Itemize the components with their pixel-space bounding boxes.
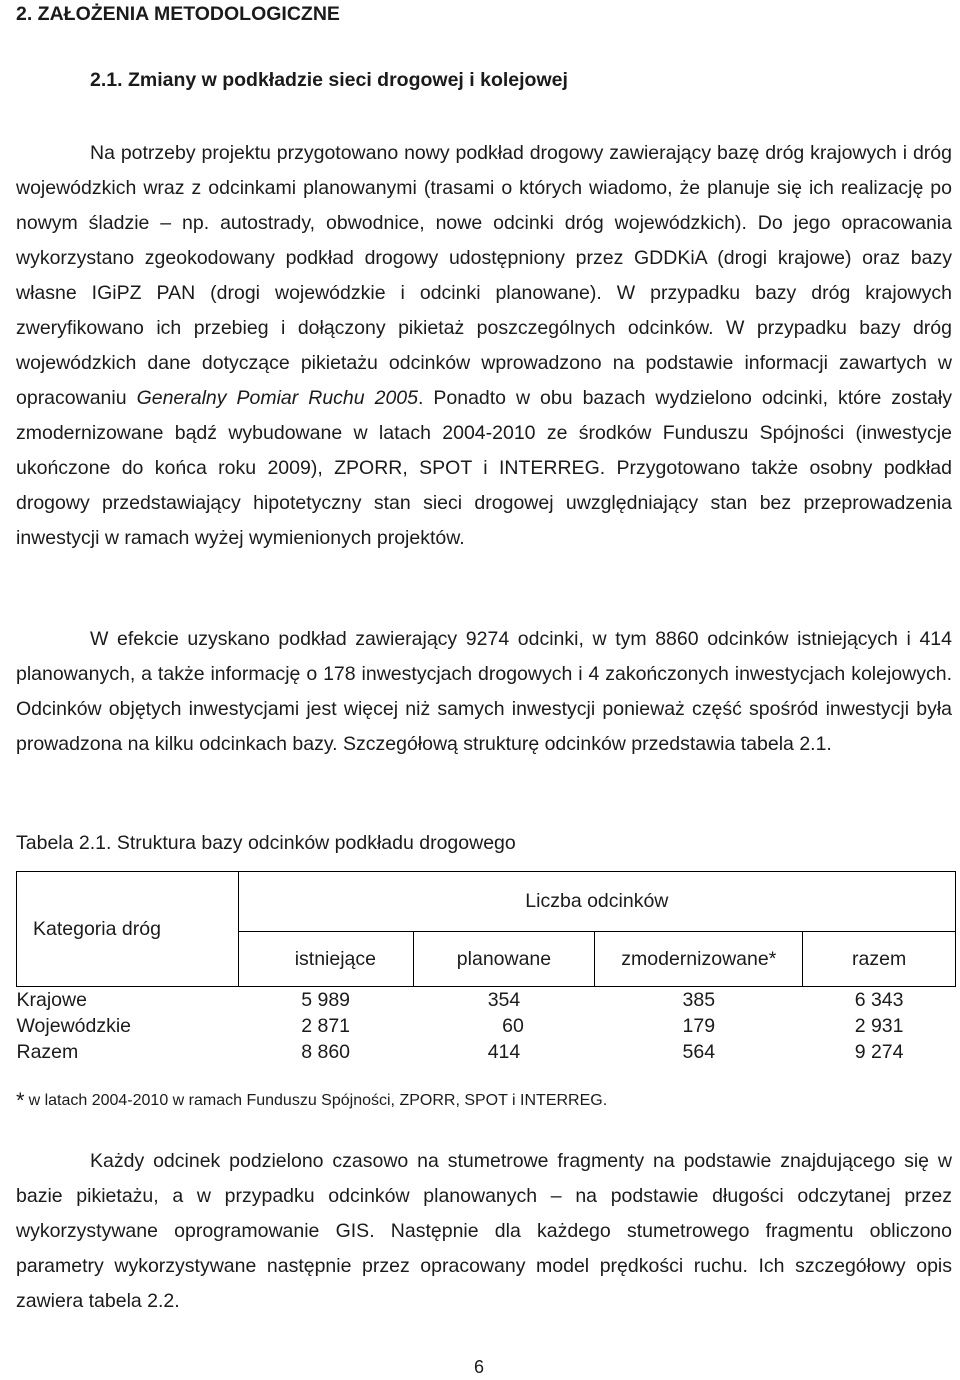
header-total: razem: [803, 931, 956, 986]
header-group: Liczba odcinków: [238, 872, 955, 932]
paragraph-1-text-end: . Ponadto w obu bazach wydzielono odcinki, które zostały zmodernizowane bądź wybudowane w latach 2004-2010 ze środków Funduszu Spójności (inwestycje ukończone do końca roku 2009), ZPORR, SPOT i INTERREG. Przygotowano także osobny podkład drogowy przedstawiający hipotetyczny stan sieci drogowej uwzględniający stan bez przeprowadzenia inwestycji w ramach wyżej wymienionych projektów.: [16, 387, 952, 549]
header-modernized: zmodernizowane*: [595, 931, 803, 986]
table-footnote: [16, 1088, 607, 1114]
cell-existing: 2 871: [301, 1015, 351, 1037]
cell-existing: 5 989: [301, 989, 351, 1011]
footnote-mark: *: [16, 1088, 25, 1113]
paragraph-3: [16, 1144, 952, 1319]
table-header-row: [17, 872, 956, 932]
subsection-heading: 2.1. Zmiany w podkładzie sieci drogowej i kolejowej: [90, 69, 568, 91]
header-existing: istniejące: [238, 931, 413, 986]
table-row: [17, 1039, 956, 1065]
paragraph-3-text: Każdy odcinek podzielono czasowo na stumetrowe fragmenty na podstawie znajdującego się w bazie pikietażu, a w przypadku odcinków planowanych – na podstawie długości odczytanej przez wykorzystywane oprogramowanie GIS. Następnie dla każdego stumetrowego fragmentu obliczono parametry wykorzystywane następnie przez opracowany model prędkości ruchu. Ich szczegółowy opis zawiera tabela 2.2.: [16, 1150, 952, 1312]
paragraph-2-text: W efekcie uzyskano podkład zawierający 9274 odcinki, w tym 8860 odcinków istniejących i 414 planowanych, a także informację o 178 inwestycjach drogowych i 4 zakończonych inwestycjach kolejowych. Odcinków objętych inwestycjami jest więcej niż samych inwestycji ponieważ część spośród inwestycji była prowadzona na kilku odcinkach bazy. Szczegółową strukturę odcinków przedstawia tabela 2.1.: [16, 628, 952, 755]
table-row: [17, 1013, 956, 1039]
cell-total: 2 931: [854, 1015, 904, 1037]
section-heading: 2. ZAŁOŻENIA METODOLOGICZNE: [16, 3, 340, 25]
cell-planned: 60: [502, 1015, 524, 1037]
cell-modernized: 564: [682, 1041, 716, 1063]
cell-total: 6 343: [854, 989, 904, 1011]
cell-modernized: 385: [682, 989, 716, 1011]
cell-modernized: 179: [682, 1015, 716, 1037]
cell-planned: 354: [487, 989, 521, 1011]
table-caption: Tabela 2.1. Struktura bazy odcinków podkładu drogowego: [16, 832, 516, 854]
cell-existing: 8 860: [301, 1041, 351, 1063]
table-row: [17, 987, 956, 1014]
paragraph-1-citation: Generalny Pomiar Ruchu 2005: [136, 387, 418, 409]
cell-planned: 414: [487, 1041, 521, 1063]
row-label: Razem: [16, 1041, 79, 1063]
paragraph-1-text: Na potrzeby projektu przygotowano nowy podkład drogowy zawierający bazę dróg krajowych i dróg wojewódzkich wraz z odcinkami planowanymi (trasami o których wiadomo, że planuje się ich realizację po nowym śladzie – np. autostrady, obwodnice, nowe odcinki dróg wojewódzkich). Do jego opracowania wykorzystano zgeokodowany podkład drogowy udostępniony przez GDDKiA (drogi krajowe) oraz bazy własne IGiPZ PAN (drogi wojewódzkie i odcinki planowane). W przypadku bazy dróg krajowych zweryfikowano ich przebieg i dołączony pikietaż poszczególnych odcinków. W przypadku bazy dróg wojewódzkich dane dotyczące pikietażu odcinków wprowadzono na podstawie informacji zawartych w opracowaniu: [16, 142, 952, 409]
paragraph-1: [16, 136, 952, 556]
paragraph-2: [16, 622, 952, 762]
road-segments-table: [16, 871, 956, 1065]
row-label: Krajowe: [16, 989, 87, 1011]
header-category: Kategoria dróg: [17, 872, 239, 987]
header-planned: planowane: [413, 931, 595, 986]
footnote-text: w latach 2004-2010 w ramach Funduszu Spójności, ZPORR, SPOT i INTERREG.: [28, 1092, 608, 1109]
page-number: 6: [474, 1357, 485, 1377]
cell-total: 9 274: [854, 1041, 904, 1063]
row-label: Wojewódzkie: [16, 1015, 132, 1037]
